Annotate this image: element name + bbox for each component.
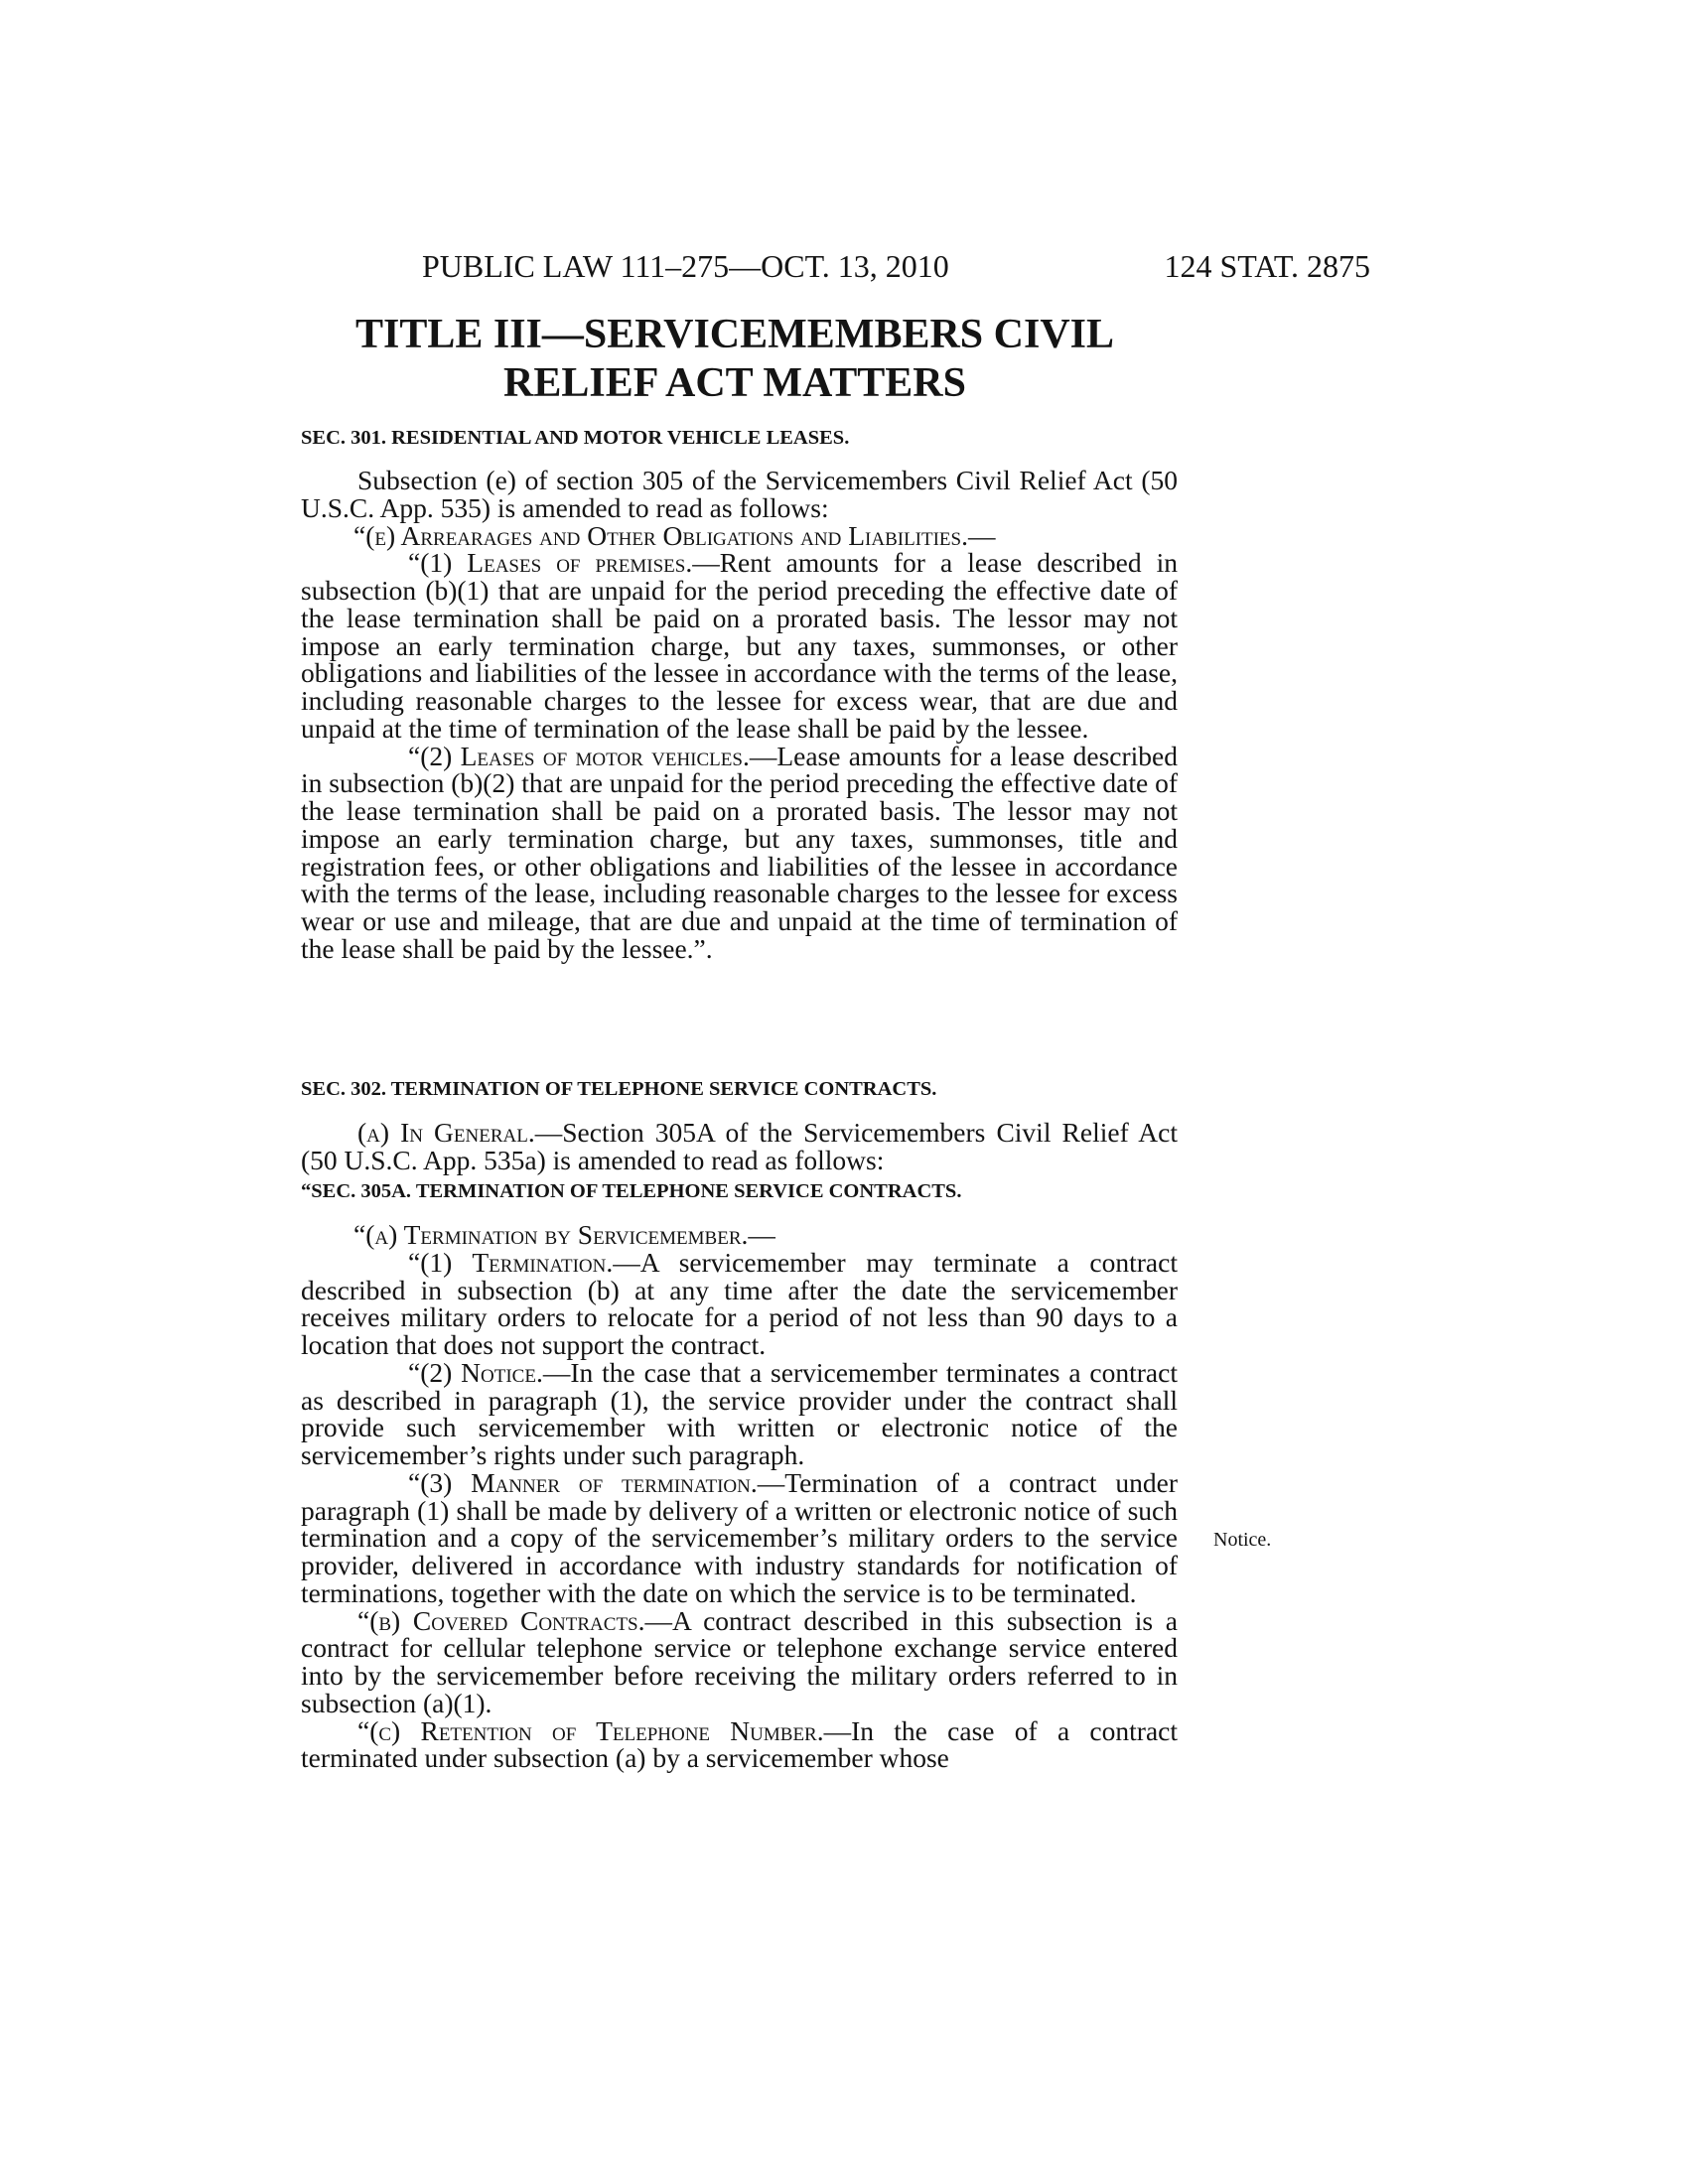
paragraph-1 [301,549,1178,742]
subsection-a-general [301,1119,1178,1174]
page-header [298,248,1370,288]
sec-302-heading: SEC. 302. TERMINATION OF TELEPHONE SERVICE CONTRACTS. [301,1078,937,1100]
manner-of-termination-text: Termination of a contract under paragraph (1) shall be made by delivery of a written or electronic notice of such termination and a copy of the servicemember’s military orders to the service provider, delivered in accordance with industry standards for notification of terminations, together with the date on which the service is to be terminated. [301,1466,1178,1608]
retention-of-telephone-number [301,1714,1178,1774]
sec-301-heading: SEC. 301. RESIDENTIAL AND MOTOR VEHICLE LEASES. [301,427,850,449]
title-heading [298,311,1172,408]
paragraph-2-text: Lease amounts for a lease described in subsection (b)(2) that are unpaid for the period preceding the effective date of the lease termination shall be paid on a prorated basis. The lessor may not impose an early termination charge, but any taxes, summonses, title and registration fees, or other obligations and liabilities of the lessee in accordance with the terms of the lease, including reasonable charges to the lessee for excess wear or use and mileage, that are due and unpaid at the time of termination of the lease shall be paid by the lessee.”. [301,740,1179,964]
statute-page-number: 124 STAT. 2875 [1164,248,1370,284]
in-general-label: (a) In General.— [357,1117,563,1148]
termination-paragraph-1 [301,1246,1178,1360]
public-law-citation: PUBLIC LAW 111–275—OCT. 13, 2010 [422,248,949,284]
paragraph-2 [301,740,1179,964]
title-line-2: RELIEF ACT MATTERS [503,360,966,406]
notice-label: “(2) Notice.— [408,1356,571,1388]
in-general-text: Section 305A of the Servicemembers Civil Relief Act (50 U.S.C. App. 535a) is amended to read as follows: [301,1117,1178,1175]
termination-by-servicemember-heading: “(a) Termination by Servicemember.— [353,1219,775,1250]
paragraph-2-label: “(2) Leases of motor vehicles.— [408,740,777,771]
paragraph-1-text: Rent amounts for a lease described in subsection (b)(1) that are unpaid for the period preceding the effective date of the lease termination shall be paid on a prorated basis. The lessor may not impose an early termination charge, but any taxes, summonses, or other obligations and liabilities of the lessee in accordance with the terms of the lease, including reasonable charges to the lessee for excess wear, that are due and unpaid at the time of termination of the lease shall be paid by the lessee. [301,547,1178,744]
sec-305a-body [301,1221,1178,1772]
subsection-e-heading: “(e) Arrearages and Other Obligations and Liabilities.— [353,519,996,551]
title-line-1: TITLE III—SERVICEMEMBERS CIVIL [354,312,1115,357]
paragraph-1-label: “(1) Leases of premises.— [408,547,720,579]
sec-305a-heading: “SEC. 305A. TERMINATION OF TELEPHONE SERVICE CONTRACTS. [301,1180,962,1202]
sec-301-intro: Subsection (e) of section 305 of the Servicemembers Civil Relief Act (50 U.S.C. App. 535) is amended to read as follows: [301,465,1178,523]
covered-contracts-label: “(b) Covered Contracts.— [357,1604,673,1636]
termination-text: A servicemember may terminate a contract described in subsection (b) at any time after the date the servicemember receives military orders to relocate for a period of not less than 90 days to a location that does not support the contract. [301,1246,1178,1360]
retention-label: “(c) Retention of Telephone Number.— [357,1714,852,1746]
covered-contracts [301,1604,1178,1718]
termination-paragraph-2 [301,1356,1178,1470]
margin-note: Notice. [1213,1529,1272,1551]
sec-301-body [301,467,1178,963]
covered-contracts-text: A contract described in this subsection is a contract for cellular telephone service or telephone exchange service entered into by the servicemember before receiving the military orders referred to in subsection (a)(1). [301,1604,1178,1718]
retention-text: In the case of a contract terminated under subsection (a) by a servicemember whose [301,1714,1178,1774]
manner-of-termination-label: “(3) Manner of termination.— [408,1466,785,1498]
termination-paragraph-3 [301,1466,1178,1608]
termination-label: “(1) Termination.— [408,1246,640,1278]
notice-text: In the case that a servicemember terminates a contract as described in paragraph (1), the service provider under the contract shall provide such servicemember with written or electronic notice of the servicemember’s rights under such paragraph. [301,1356,1178,1470]
sec-302-intro [301,1119,1178,1174]
